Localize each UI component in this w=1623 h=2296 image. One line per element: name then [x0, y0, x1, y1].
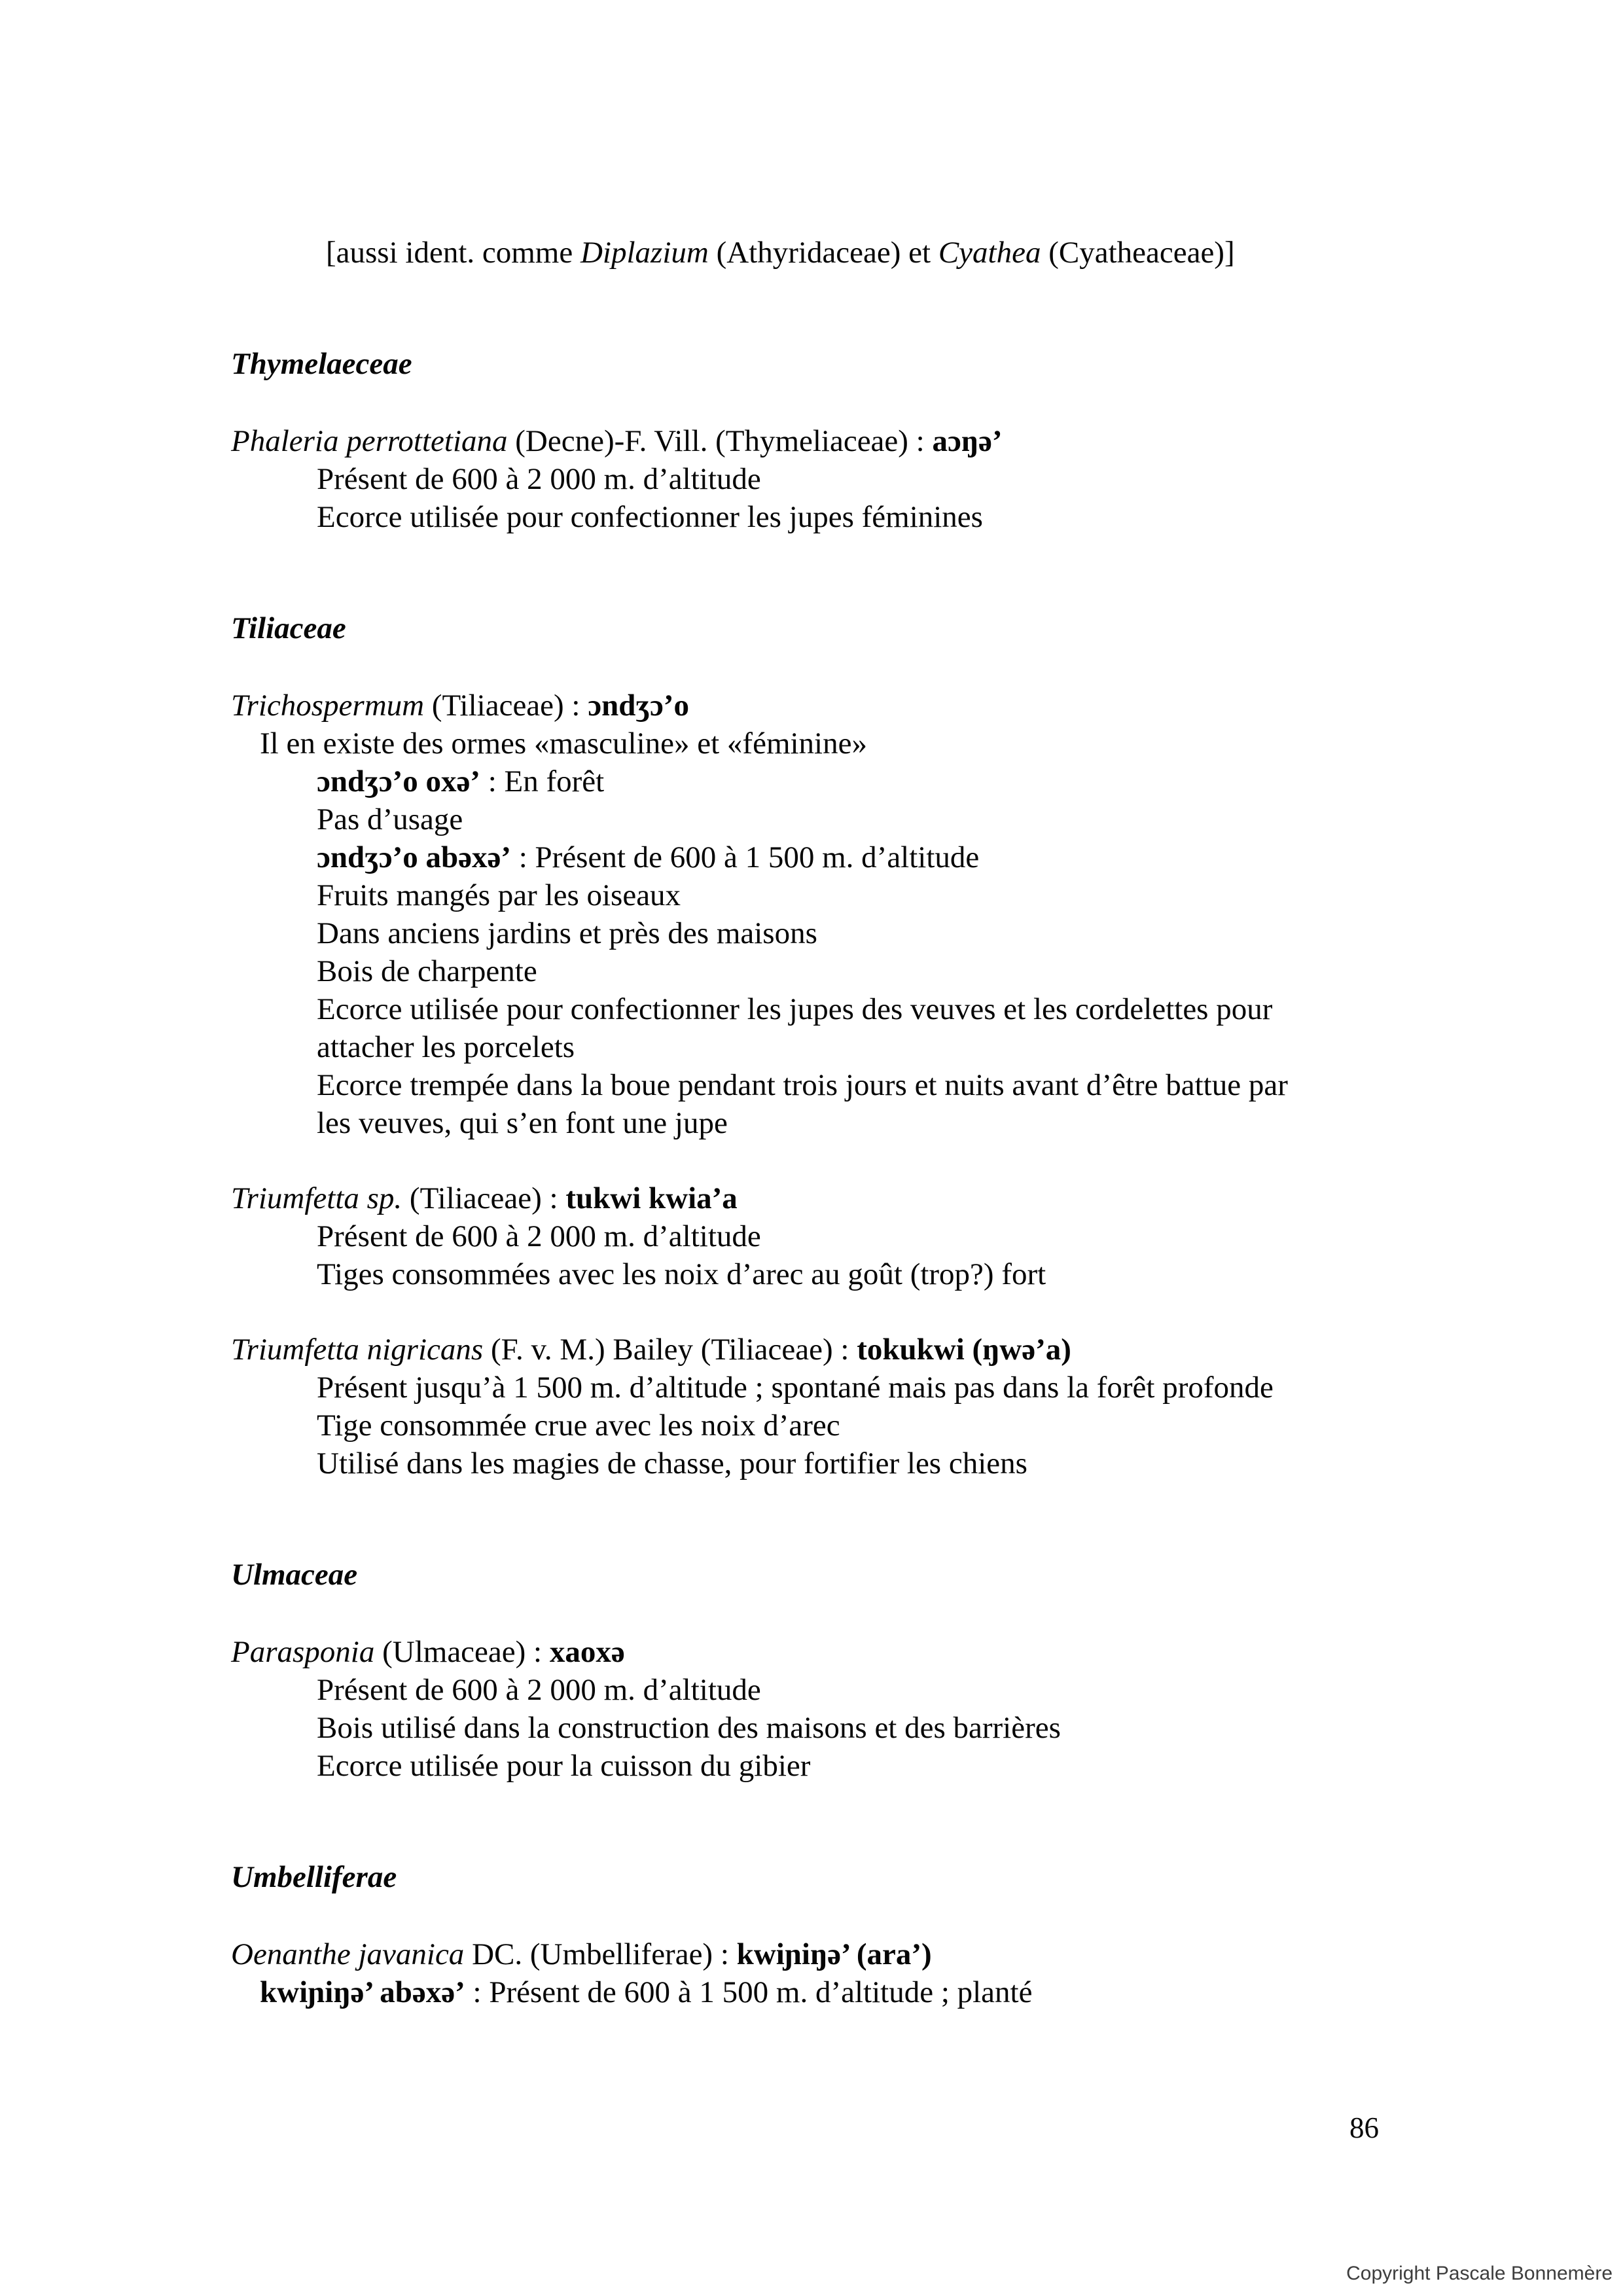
text-segment: Tiges consommées avec les noix d’arec au goût (trop?) fort [317, 1257, 1046, 1291]
entry-title [0, 422, 1623, 460]
entry-line [0, 990, 1623, 1028]
text-segment: Trichospermum [231, 689, 425, 723]
entry-line [0, 762, 1623, 800]
species-entry [0, 1633, 1623, 1785]
text-segment: Cyathea [938, 236, 1041, 270]
text-segment: Triumfetta sp. [231, 1181, 402, 1215]
entry-line [0, 952, 1623, 990]
text-segment: (F. v. M.) Bailey (Tiliaceae) : [483, 1333, 857, 1367]
entry-line [0, 1444, 1623, 1482]
entry-title [0, 1633, 1623, 1671]
text-segment: Dans anciens jardins et près des maisons [317, 916, 817, 950]
document-body [0, 345, 1623, 2011]
text-segment: Triumfetta nigricans [231, 1333, 484, 1367]
species-entry [0, 422, 1623, 536]
text-segment: DC. (Umbelliferae) : [464, 1937, 737, 1971]
entry-line [0, 1709, 1623, 1747]
text-segment: Il en existe des ormes «masculine» et «féminine» [260, 726, 867, 761]
entry-line [0, 1671, 1623, 1709]
entry-line [0, 1104, 1623, 1142]
entry-line [0, 1407, 1623, 1444]
family-section [0, 345, 1623, 536]
entry-line [0, 498, 1623, 536]
text-segment: Pas d’usage [317, 802, 463, 836]
species-entry [0, 687, 1623, 1142]
text-segment: Bois utilisé dans la construction des maisons et des barrières [317, 1711, 1061, 1745]
text-segment: Oenanthe javanica [231, 1937, 465, 1971]
entry-line [0, 460, 1623, 498]
text-segment: Ecorce utilisée pour confectionner les jupes des veuves et les cordelettes pour [317, 992, 1273, 1026]
text-segment: ɔndʒɔ’o [588, 689, 689, 723]
entry-line [0, 1369, 1623, 1407]
text-segment: : Présent de 600 à 1 500 m. d’altitude ; planté [465, 1975, 1033, 2009]
text-segment: Diplazium [580, 236, 709, 270]
text-segment: attacher les porcelets [317, 1030, 575, 1064]
text-segment: Présent jusqu’à 1 500 m. d’altitude ; spontané mais pas dans la forêt profonde [317, 1371, 1274, 1405]
entry-line [0, 1028, 1623, 1066]
text-segment: xaoxə [549, 1635, 625, 1669]
text-segment: Bois de charpente [317, 954, 537, 988]
text-segment: Présent de 600 à 2 000 m. d’altitude [317, 1673, 761, 1707]
family-heading: Thymelaeceae [231, 347, 412, 381]
entry-title [0, 1179, 1623, 1217]
text-segment: (Tiliaceae) : [402, 1181, 566, 1215]
text-segment: Présent de 600 à 2 000 m. d’altitude [317, 1219, 761, 1253]
page-number: 86 [1349, 2111, 1379, 2144]
family-section [0, 609, 1623, 1482]
family-section [0, 1556, 1623, 1785]
text-segment: : Présent de 600 à 1 500 m. d’altitude [510, 840, 980, 874]
text-segment: les veuves, qui s’en font une jupe [317, 1106, 728, 1140]
species-entry [0, 1935, 1623, 2011]
family-heading: Umbelliferae [231, 1860, 397, 1894]
entry-line [0, 1217, 1623, 1255]
text-segment: (Cyatheaceae)] [1041, 236, 1235, 270]
text-segment: Présent de 600 à 2 000 m. d’altitude [317, 462, 761, 496]
text-segment: Utilisé dans les magies de chasse, pour fortifier les chiens [317, 1446, 1027, 1480]
entry-line [0, 1747, 1623, 1785]
text-segment: Parasponia [231, 1635, 375, 1669]
family-heading: Tiliaceae [231, 611, 346, 645]
species-entry [0, 1179, 1623, 1293]
entry-title [0, 687, 1623, 725]
species-entry [0, 1331, 1623, 1482]
text-segment: (Athyridaceae) et [708, 236, 938, 270]
entry-line [0, 800, 1623, 838]
entry-line [0, 838, 1623, 876]
entry-line [0, 1973, 1623, 2011]
entry-line [0, 725, 1623, 762]
text-segment: ɔndʒɔ’o oxə’ [317, 764, 480, 798]
entry-line [0, 1066, 1623, 1104]
text-segment: Fruits mangés par les oiseaux [317, 878, 681, 912]
text-segment: Tige consommée crue avec les noix d’arec [317, 1408, 840, 1443]
text-segment: ɔndʒɔ’o abəxə’ [317, 840, 511, 874]
entry-title [0, 1935, 1623, 1973]
text-segment: tukwi kwia’a [565, 1181, 738, 1215]
continuation-line [0, 234, 1623, 272]
entry-title [0, 1331, 1623, 1369]
text-segment: kwiɲiŋə’ (ara’) [736, 1937, 932, 1971]
entry-line [0, 914, 1623, 952]
entry-line [0, 1255, 1623, 1293]
text-segment: (Ulmaceae) : [374, 1635, 550, 1669]
text-segment: : En forêt [480, 764, 605, 798]
family-heading: Ulmaceae [231, 1558, 358, 1592]
text-segment: tokukwi (ŋwə’a) [857, 1333, 1071, 1367]
copyright-notice: Copyright Pascale Bonnemère [1346, 2263, 1613, 2284]
entry-line [0, 876, 1623, 914]
text-segment: Ecorce utilisée pour confectionner les jupes féminines [317, 500, 983, 534]
text-segment: Ecorce utilisée pour la cuisson du gibier [317, 1749, 811, 1783]
text-segment: Ecorce trempée dans la boue pendant trois jours et nuits avant d’être battue par [317, 1068, 1288, 1102]
text-segment: (Tiliaceae) : [424, 689, 588, 723]
text-segment: (Decne)-F. Vill. (Thymeliaceae) : [507, 424, 933, 458]
text-segment: [aussi ident. comme [326, 236, 580, 270]
family-section [0, 1858, 1623, 2011]
text-segment: kwiɲiŋə’ abəxə’ [260, 1975, 465, 2009]
text-segment: aɔŋə’ [932, 424, 1003, 458]
text-segment: Phaleria perrottetiana [231, 424, 508, 458]
